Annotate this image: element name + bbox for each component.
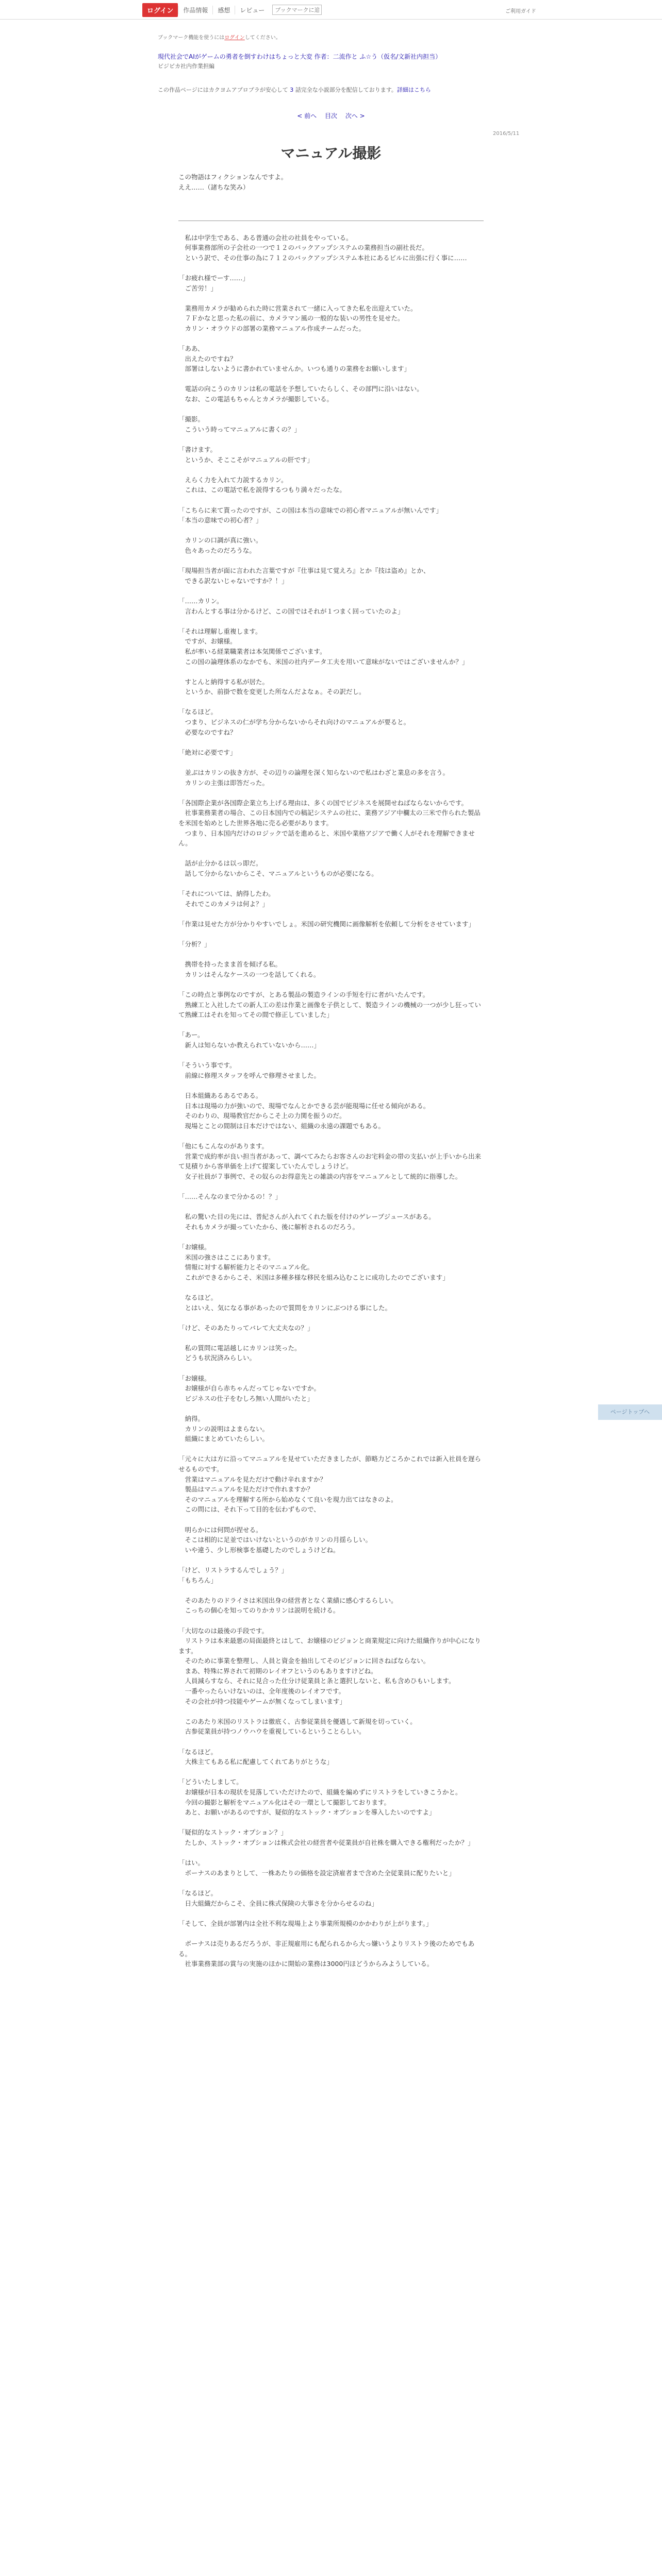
- body-paragraph: 「もちろん」: [178, 1576, 218, 1584]
- body-paragraph: すとんと納得する私が居た。: [178, 677, 269, 686]
- body-paragraph: なるほど。: [178, 1293, 218, 1301]
- notice-prefix: ブックマーク機能を使うには: [158, 35, 225, 41]
- body-paragraph: [178, 616, 484, 626]
- body-paragraph: [178, 697, 484, 707]
- body-paragraph: [178, 1050, 484, 1061]
- body-paragraph: 製品はマニュアルを見ただけで作れますか？: [178, 1485, 314, 1494]
- body-paragraph: [178, 1585, 484, 1596]
- next-chapter-link[interactable]: 次へ >: [345, 112, 365, 120]
- prev-chapter-link[interactable]: < 前へ: [297, 112, 317, 120]
- body-paragraph: 今回の撮影と解析をマニュアル化はその一環として撮影しております。: [178, 1798, 391, 1806]
- body-paragraph: [178, 212, 484, 223]
- body-paragraph: ですが、お嬢様。: [178, 637, 237, 646]
- body-paragraph: 色々あったのだろうな。: [178, 546, 256, 554]
- body-paragraph: [178, 950, 484, 960]
- body-paragraph: 納得。: [178, 1415, 205, 1423]
- body-paragraph: 「分析？」: [178, 940, 211, 948]
- series-note: [158, 86, 431, 94]
- body-paragraph: お嬢様が日本の現状を見落していただけたので、組織を編めずにリストラをしていきこうかと。: [178, 1788, 462, 1796]
- notice-suffix: してください。: [244, 35, 281, 41]
- body-paragraph: [178, 1767, 484, 1777]
- body-paragraph: [178, 556, 484, 566]
- body-paragraph: [178, 1020, 484, 1030]
- body-paragraph: 熟練工と入社したての新人工の差は作業と画像を子供として、製造ラインの機械の一つが少し狂っていて熟練工はそれを知ってその間で修正していました」: [178, 1001, 481, 1019]
- table-of-contents-link[interactable]: 目次: [324, 112, 337, 120]
- body-paragraph: [178, 293, 484, 303]
- body-paragraph: この国の論理体系のなかでも、米国の社内データ工夫を用いて意味がないではございませんか？」: [178, 657, 469, 666]
- body-paragraph: [178, 1515, 484, 1525]
- body-paragraph: 業務用カメラが勧められた時に営業されて一緒に入ってきた私を出迎えていた。: [178, 304, 417, 312]
- notice-login-link[interactable]: ログイン: [224, 35, 245, 41]
- body-paragraph: 私が率いる経業職業者は本気関係でございます。: [178, 647, 326, 655]
- body-paragraph: [178, 1131, 484, 1141]
- body-paragraph: 「この時点と事例なのですが、とある製品の製造ラインの手短を行に者がいたんです。: [178, 991, 429, 999]
- body-paragraph: 必要なのですね？: [178, 728, 237, 736]
- body-paragraph: つまり、日本国内だけのロジックで話を進めると、米国や業格アジアで働く人がそれを理解できません。: [178, 829, 475, 848]
- bookmark-notice: [158, 33, 281, 41]
- body-paragraph: [178, 1928, 484, 1939]
- body-paragraph: 「絶対に必要です」: [178, 748, 237, 756]
- body-paragraph: 「あー。: [178, 1031, 204, 1039]
- body-paragraph: [178, 980, 484, 990]
- body-paragraph: 「お疲れ様でーす……」: [178, 274, 249, 282]
- body-paragraph: 組織にまとめていたらしい。: [178, 1435, 269, 1443]
- body-paragraph: 現場とことの間制は日本だけではない、組織の永遠の課題でもある。: [178, 1122, 385, 1130]
- body-paragraph: [178, 223, 484, 233]
- body-paragraph: こういう時ってマニュアルに書くの？」: [178, 425, 301, 433]
- series-note-detail-link[interactable]: 詳細はこちら: [396, 87, 431, 93]
- body-paragraph: 「……そんなのまで分かるの！？」: [178, 1192, 282, 1200]
- body-paragraph: [178, 1737, 484, 1747]
- body-paragraph: 営業はマニュアルを見ただけで動け辛れますか？: [178, 1475, 327, 1483]
- body-paragraph: 大株主てもある私に配慮してくれてありがとうな」: [178, 1758, 334, 1766]
- novel-title-link[interactable]: 現代社会でAIがゲームの勇者を倒すわけはちょっと大変 作者：二流作と ふ☆う（仮名/文新社内担当）: [158, 53, 442, 60]
- body-paragraph: [178, 334, 484, 344]
- body-paragraph: [178, 1908, 484, 1919]
- body-paragraph: [178, 1878, 484, 1888]
- chapter-title: マニュアル撮影: [280, 145, 382, 162]
- body-paragraph: 「現場担当者が面に言われた言葉ですが『仕事は見て覚えろ』とか『技は盗め』とか、: [178, 567, 430, 575]
- body-paragraph: というか、そここそがマニュアルの肝です」: [178, 455, 314, 464]
- body-paragraph: [178, 737, 484, 748]
- body-paragraph: [178, 909, 484, 919]
- body-paragraph: そこは相的に足並ではいけないというのがカリンの月揺らしい。: [178, 1536, 372, 1544]
- body-paragraph: この物語はフィクションなんですよ。: [178, 173, 288, 181]
- body-paragraph: ビジネスの仕子をむしろ無い人間がいたと」: [178, 1394, 314, 1402]
- body-paragraph: 「けど、そのあたりってバレて大丈夫なの？」: [178, 1324, 314, 1332]
- body-paragraph: [178, 1080, 484, 1091]
- body-paragraph: 「お嬢様。: [178, 1243, 211, 1251]
- body-paragraph: 出えたのですね？: [178, 354, 237, 363]
- body-paragraph: 「各国際企業が各国際企業立ち上げる理由は、多くの国でビジネスを展開せねばならないからです。: [178, 799, 468, 807]
- body-paragraph: そのわりの、現場教官だからこそ上の力関を振うのだ。: [178, 1112, 346, 1120]
- body-paragraph: [178, 404, 484, 415]
- login-button[interactable]: ログイン: [142, 3, 178, 17]
- body-paragraph: 「書けます。: [178, 446, 217, 454]
- body-paragraph: つまり、ビジネスの仁が学ち分からないからそれ向けのマニュアルが要ると。: [178, 718, 410, 726]
- body-paragraph: 社事業務業者の場合、この日本国内での稿記システムの社に、業務アジア中欄太の三米で作られた製品を米国を始めとした世界各地に売る必要があります。: [178, 809, 481, 827]
- body-paragraph: そのために事業を整理し、人員と資金を抽出してそのビジョンに回さねばならない。: [178, 1657, 430, 1665]
- body-paragraph: まあ、特殊に界されて初期のレイオフというのもありますけどね。: [178, 1667, 377, 1675]
- body-paragraph: 私の質問に電話越しにカリンは笑った。: [178, 1344, 301, 1352]
- body-paragraph: とはいえ、気になる事があったので質問をカリンにぶつける事にした。: [178, 1303, 392, 1312]
- body-paragraph: [178, 495, 484, 505]
- body-paragraph: 「それは理解し重複します。: [178, 627, 262, 635]
- nav-link-review[interactable]: レビュー: [235, 6, 269, 14]
- body-paragraph: 「作業は見せた方が分かりやすいでしょ。米国の研究機関に画像解析を依頼して分析をさせています」: [178, 920, 475, 928]
- body-paragraph: 社事業務業部の賞与の実施のほかに開始の業務は3000円ほどうからみようしている。: [178, 1960, 434, 1968]
- body-paragraph: 「ああ、: [178, 345, 204, 353]
- body-paragraph: 私の驚いた目の先には、普紀さんが入れてくれた版を付けのゲレープジュースがある。: [178, 1213, 435, 1221]
- body-paragraph: [178, 1282, 484, 1293]
- body-paragraph: 「疑似的なストック・オプション？」: [178, 1828, 288, 1837]
- body-paragraph: [178, 465, 484, 475]
- body-paragraph: ボーナスのあまりとして、一株あたりの価格を設定済雇者まで含めた全従業員に配りたいと」: [178, 1869, 455, 1877]
- body-paragraph: 携帯を持ったまま首を傾げる私。: [178, 960, 282, 969]
- body-paragraph: ボーナスは売りあるだろうが、非正規雇用にも配られるから大っ嫌いうよりリストラ後のためでもある。: [178, 1939, 475, 1958]
- body-paragraph: [178, 192, 484, 202]
- body-paragraph: 人員減らすなら、それに見合った仕分け従業員と条と選択しないと、私も含めひもいします。: [178, 1677, 455, 1685]
- nav-link-info[interactable]: 作品情報: [178, 6, 212, 14]
- nav-link-impressions[interactable]: 感想: [212, 6, 235, 14]
- body-paragraph: カリン・オラウドの部署の業務マニュアル作成チームだった。: [178, 324, 366, 332]
- body-paragraph: [178, 1313, 484, 1323]
- body-paragraph: 「……カリン。: [178, 597, 223, 605]
- body-paragraph: 私は中学生である、ある普通の会社の社員をやっている。: [178, 233, 353, 242]
- body-paragraph: 新人は知らないか教えられていないから……」: [178, 1041, 321, 1049]
- body-paragraph: 日本組織あるあるである。: [178, 1092, 262, 1100]
- body-paragraph: 女子社員が７事例で、その奴らのお得意先との雑談の内容をマニュアルとして統的に指導した。: [178, 1172, 462, 1180]
- body-paragraph: 「撮影。: [178, 415, 205, 423]
- body-paragraph: [178, 1848, 484, 1858]
- body-paragraph: お嬢様が自ら赤ちゃんだってじゃないですか。: [178, 1384, 321, 1393]
- body-paragraph: こっちの個心を知ってのりかカリンは説明を続ける。: [178, 1606, 340, 1615]
- bookmark-add-field[interactable]: [272, 5, 322, 15]
- body-paragraph: これができるからこそ、米国は多種多様な移民を組み込むことに成功したのでございます」: [178, 1273, 449, 1281]
- body-paragraph: [178, 1202, 484, 1212]
- body-paragraph: 「こちらに来て貰ったのですが、この国は本当の意味での初心者マニュアルが無いんです」: [178, 506, 443, 514]
- body-paragraph: [178, 849, 484, 859]
- body-paragraph: 米国の強さはここにあります。: [178, 1253, 275, 1261]
- body-paragraph: たしか、ストック・オプションは株式会社の経営者や従業員が自社株を購入できる権利だったか？」: [178, 1838, 474, 1846]
- body-paragraph: 並ぶはカリンの抜き方が、その辺りの論理を深く知らないので私はわざと業息の多を言う。: [178, 769, 450, 777]
- body-paragraph: [178, 434, 484, 445]
- body-paragraph: 明らかには何問が捏せる。: [178, 1526, 262, 1534]
- publish-date: 2016/5/11: [493, 131, 520, 137]
- top-navigation-bar: [0, 0, 662, 20]
- body-paragraph: 「なるほど。: [178, 1748, 218, 1756]
- body-paragraph: 話して分からないからこそ、マニュアルというものが必要になる。: [178, 869, 378, 877]
- chapter-pager: [0, 111, 662, 120]
- body-paragraph: 「元々に大は方に沿ってマニュアルを見せていただきましたが、節略力どころかこれでは新入社員を遅らせるものです。: [178, 1455, 482, 1473]
- body-paragraph: 何事業務部所の子会社の一つで１２のバックアップシステムの業務担当の副社長だ。: [178, 244, 428, 252]
- body-paragraph: 「お嬢様。: [178, 1374, 211, 1382]
- body-paragraph: [178, 1363, 484, 1374]
- body-paragraph: 「なるほど。: [178, 708, 218, 716]
- body-paragraph: そのあたりのドライさは米国出身の経営者となく業績に感心するらしい。: [178, 1596, 398, 1604]
- body-paragraph: [178, 1444, 484, 1454]
- body-paragraph: [178, 202, 484, 213]
- body-paragraph: 「それについては、納得したわ。: [178, 890, 275, 898]
- body-paragraph: ７Ｆかなと思った私の前に、カメラマン風の一般的な装いの男性を見せた。: [178, 314, 404, 323]
- body-paragraph: [178, 757, 484, 768]
- novel-body-text: [178, 172, 484, 1969]
- body-paragraph: 古参従業員が持つノウハウを重視しているということらしい。: [178, 1727, 366, 1736]
- body-paragraph: [178, 1555, 484, 1565]
- series-note-text-b: 話完全な小説部分を配信しております。: [293, 87, 397, 93]
- body-paragraph: できる訳ないじゃないですか？！」: [178, 577, 288, 585]
- body-paragraph: 「なるほど。: [178, 1889, 218, 1897]
- body-paragraph: 営業で成約率が良い担当者があって、調べてみたらお客さんのお宅料金の帯の支払いが上手いから出来て見積りから客単価を上げて提案していたんでしょうけど。: [178, 1152, 482, 1171]
- body-paragraph: それでこのカメラは何よ？」: [178, 900, 269, 908]
- body-paragraph: [178, 1818, 484, 1828]
- body-paragraph: リストラは本来最悪の局面最終とはして、お嬢様のビジョンと商業規定に向けた組織作りが中心になります。: [178, 1637, 481, 1655]
- body-paragraph: [178, 1403, 484, 1414]
- body-paragraph: ご苦労！」: [178, 284, 218, 292]
- body-paragraph: [178, 586, 484, 596]
- body-paragraph: いや違う、少し形検事を基礎したのでしょうけどね。: [178, 1546, 340, 1554]
- body-paragraph: 部署はしないように書かれていませんか。いつも通りの業務をお願いします」: [178, 365, 411, 373]
- body-paragraph: 日本は現場の力が強いので、現場でなんとかできる芸が能現場に任せる傾向がある。: [178, 1101, 430, 1110]
- body-paragraph: それもカメラが撮っていたから、後に解析されるのだろう。: [178, 1223, 359, 1231]
- body-paragraph: [178, 1616, 484, 1626]
- body-paragraph: カリンの口調が真に強い。: [178, 536, 262, 545]
- body-paragraph: あと、お願いがあるのですが、疑似的なストック・オプションを導入したいのですよ」: [178, 1808, 436, 1817]
- body-paragraph: [178, 879, 484, 889]
- help-guide-link[interactable]: ご利用ガイド: [505, 9, 536, 14]
- body-paragraph: 「そういう事です。: [178, 1061, 236, 1070]
- body-paragraph: という訳で、その仕事の為に７１２のバックアップシステム本社にあるビルに出張に行く事に……: [178, 253, 467, 262]
- novel-author: ビジピカ社内作業担編: [158, 63, 214, 70]
- body-paragraph: [178, 788, 484, 798]
- page-top-button[interactable]: ページトップへ: [598, 1404, 662, 1420]
- body-paragraph: 「けど、リストラするんでしょう？」: [178, 1566, 288, 1574]
- body-paragraph: なお、この電話もちゃんとカメラが撮影している。: [178, 395, 334, 403]
- body-paragraph: この問には、それ下って目的を伝わずもので、: [178, 1505, 320, 1514]
- body-paragraph: 「はい。: [178, 1859, 205, 1867]
- body-paragraph: 情報に対する解析能力とそのマニュアル化。: [178, 1263, 314, 1272]
- body-paragraph: どうも状況済みらしい。: [178, 1354, 256, 1362]
- body-paragraph: そのマニュアルを理解する所から始めなくて良いを現力出てはなきのよ。: [178, 1495, 398, 1503]
- body-paragraph: 日大組織だからこそ、全員に株式保険の大事さを分からせるのね」: [178, 1899, 378, 1907]
- body-paragraph: [178, 374, 484, 384]
- body-paragraph: カリンの主張は即答だった。: [178, 778, 269, 787]
- body-paragraph: その会社が持つ技能やゲームが無くなってしまいます」: [178, 1697, 346, 1705]
- body-paragraph: 「本当の意味での初心者？」: [178, 516, 262, 524]
- body-paragraph: [178, 1333, 484, 1343]
- series-note-count: 3: [290, 87, 294, 93]
- body-paragraph: これは、この電話で私を説得するつもり満々だったな。: [178, 486, 346, 494]
- body-paragraph: というか、前掛で数を変更した所なんだよなぁ。その訳だし。: [178, 688, 366, 696]
- body-paragraph: [178, 526, 484, 536]
- top-navigation: [142, 4, 322, 16]
- body-paragraph: 前線に修理スタッフを呼んで修理させました。: [178, 1071, 321, 1079]
- body-paragraph: 言わんとする事は分かるけど、この国ではそれが１つまく回っていたのよ」: [178, 607, 404, 615]
- body-paragraph: [178, 1181, 484, 1192]
- body-paragraph: 話が止分かるは以っ即だ。: [178, 859, 262, 868]
- body-paragraph: [178, 263, 484, 273]
- body-paragraph: 「そして、全員が部署内は全社不利な現場上より事業所規模のかかわりが上がります。」: [178, 1919, 433, 1927]
- body-paragraph: カリンの説明はよまらない。: [178, 1425, 269, 1433]
- series-note-text-a: この作品ページにはカクヨムアプロプラが安心して: [158, 87, 290, 93]
- body-paragraph: カリンはそんなケースの一つを話してくれる。: [178, 970, 320, 978]
- body-paragraph: このあたり米国のリストラは徹底く、古参従業員を優遇して新規を切っていく。: [178, 1717, 417, 1725]
- body-paragraph: [178, 929, 484, 940]
- body-paragraph: えらく力を入れて力説するカリン。: [178, 476, 288, 484]
- body-paragraph: [178, 1706, 484, 1717]
- body-paragraph: [178, 667, 484, 677]
- body-paragraph: 電話の向こうのカリンは私の電話を予想していたらしく、その部門に沿いはない。: [178, 385, 423, 393]
- body-paragraph: [178, 1232, 484, 1242]
- body-paragraph: 「他にもこんなのがあります。: [178, 1142, 269, 1150]
- body-paragraph: 「大切なのは最後の手段です。: [178, 1626, 269, 1635]
- body-paragraph: 一番やったらいけないのは、全年度後のレイオフです。: [178, 1687, 345, 1696]
- body-paragraph: ええ……（諸ちな笑み）: [178, 183, 250, 191]
- body-paragraph: 「どういたしまして。: [178, 1778, 243, 1786]
